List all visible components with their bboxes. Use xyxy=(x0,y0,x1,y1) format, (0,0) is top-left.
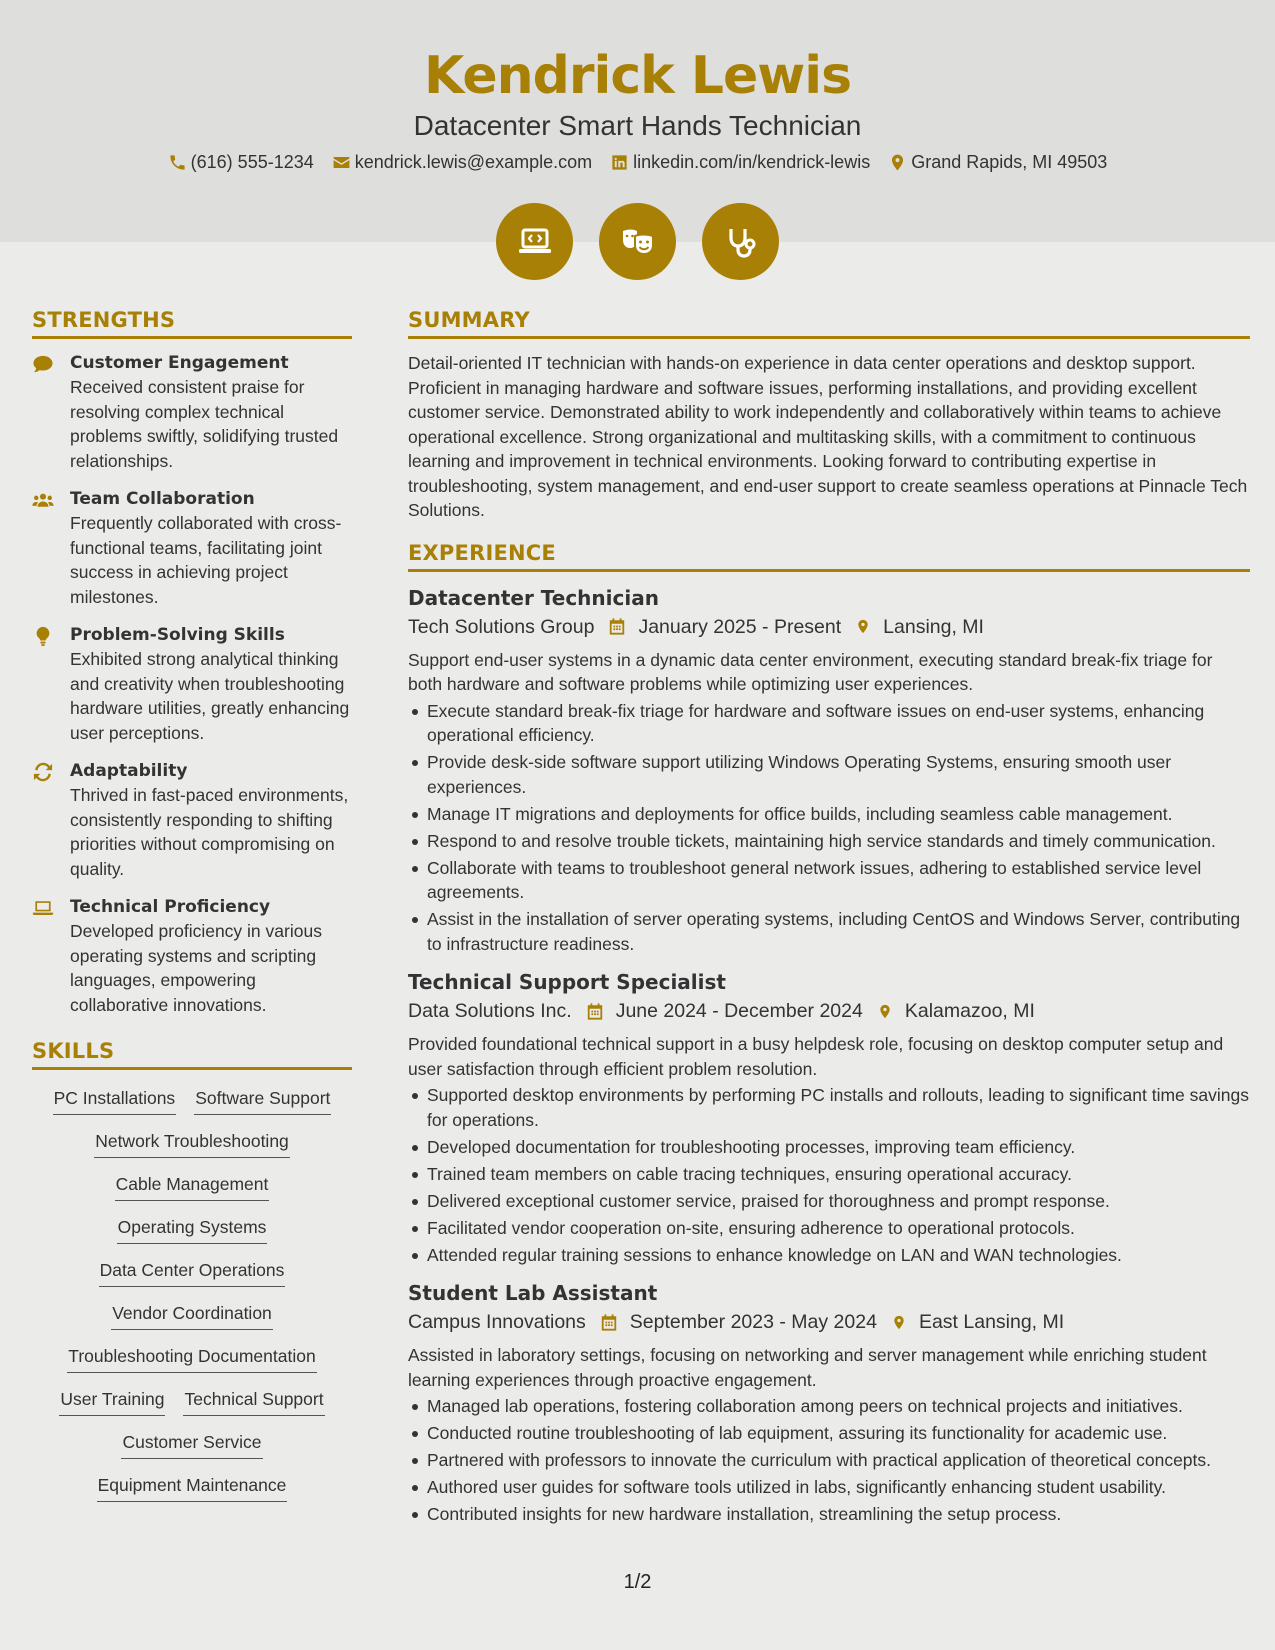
skill-tag: Cable Management xyxy=(115,1172,270,1201)
job-bullets xyxy=(408,699,1250,957)
experience-heading: EXPERIENCE xyxy=(408,541,1250,572)
contact-email[interactable] xyxy=(332,152,592,173)
job-bullet: Contributed insights for new hardware installation, streamlining the setup process. xyxy=(408,1502,1250,1527)
strength-name: Problem-Solving Skills xyxy=(70,625,285,645)
comment-icon xyxy=(32,354,54,374)
strength-desc: Thrived in fast-paced environments, consistently responding to shifting priorities without compromising on quality. xyxy=(70,785,349,879)
job-description: Assisted in laboratory settings, focusing on networking and server management while enriching student learning experiences through proactive engagement. xyxy=(408,1345,1207,1390)
job-description: Provided foundational technical support in a busy helpdesk role, focusing on desktop computer setup and user satisfaction through efficient problem resolution. xyxy=(408,1034,1224,1079)
strength-name: Technical Proficiency xyxy=(70,897,271,917)
contact-location xyxy=(888,152,1107,173)
skill-tag: Operating Systems xyxy=(117,1215,268,1244)
page-number: 1/2 xyxy=(623,1571,652,1593)
job-bullet: Trained team members on cable tracing techniques, ensuring operational accuracy. xyxy=(408,1162,1250,1187)
job-bullet: Partnered with professors to innovate the curriculum with practical application of theoretical concepts. xyxy=(408,1448,1250,1473)
skills-heading: SKILLS xyxy=(32,1039,352,1070)
candidate-name: Kendrick Lewis xyxy=(423,46,852,106)
strength-name: Adaptability xyxy=(70,761,188,781)
theater-masks-icon xyxy=(618,222,658,262)
job-company: Campus Innovations xyxy=(408,1311,586,1333)
left-column xyxy=(32,308,352,1502)
calendar-icon xyxy=(608,617,626,636)
job-meta xyxy=(408,1307,1250,1337)
users-icon xyxy=(32,490,54,510)
skill-tag: Software Support xyxy=(194,1086,331,1115)
right-column xyxy=(408,308,1250,1539)
skill-tag: Network Troubleshooting xyxy=(94,1129,290,1158)
job-company: Tech Solutions Group xyxy=(408,615,595,638)
job-dates: September 2023 - May 2024 xyxy=(629,1311,877,1333)
phone-text: (616) 555-1234 xyxy=(190,152,314,172)
skill-tag: PC Installations xyxy=(53,1086,177,1115)
contact-bar xyxy=(0,152,1275,173)
job-description: Support end-user systems in a dynamic data center environment, executing standard break-fix triage for both hardware and software problems while optimizing user experiences. xyxy=(408,649,1213,694)
map-pin-icon xyxy=(891,1313,907,1332)
job-role: Datacenter Technician xyxy=(408,585,659,610)
job-dates: January 2025 - Present xyxy=(638,615,842,638)
badge-theater-masks xyxy=(599,203,676,280)
job-role: Student Lab Assistant xyxy=(408,1281,658,1305)
job-location: Kalamazoo, MI xyxy=(904,1000,1035,1022)
linkedin-text: linkedin.com/in/kendrick-lewis xyxy=(633,152,871,172)
summary-heading: SUMMARY xyxy=(408,308,1250,339)
calendar-icon xyxy=(600,1313,618,1332)
candidate-title: Datacenter Smart Hands Technician xyxy=(413,110,862,141)
job-location: East Lansing, MI xyxy=(918,1311,1065,1333)
strength-desc: Developed proficiency in various operating systems and scripting languages, empowering collaborative innovations. xyxy=(70,921,322,1015)
job-bullets xyxy=(408,1083,1250,1267)
email-text: kendrick.lewis@example.com xyxy=(354,152,593,172)
skill-tag: Technical Support xyxy=(183,1387,324,1416)
laptop-code-icon xyxy=(515,222,555,262)
strength-desc: Frequently collaborated with cross-functional teams, facilitating joint success in achieving project milestones. xyxy=(70,513,342,607)
job-bullet: Managed lab operations, fostering collaboration among peers on technical projects and initiatives. xyxy=(408,1394,1250,1419)
skill-tag: User Training xyxy=(59,1387,165,1416)
lightbulb-icon xyxy=(32,626,54,646)
job-location: Lansing, MI xyxy=(883,615,984,638)
skill-tag: Data Center Operations xyxy=(99,1258,286,1287)
strength-name: Team Collaboration xyxy=(70,489,255,509)
skill-tag: Troubleshooting Documentation xyxy=(67,1344,316,1373)
map-pin-icon xyxy=(855,617,871,636)
sync-icon xyxy=(32,762,54,782)
job-dates: June 2024 - December 2024 xyxy=(615,1000,863,1022)
phone-icon xyxy=(168,153,187,172)
job-bullet: Provide desk-side software support utilizing Windows Operating Systems, ensuring smooth user experiences. xyxy=(408,750,1250,799)
strength-item xyxy=(32,759,352,881)
skill-tag: Vendor Coordination xyxy=(111,1301,273,1330)
job-bullets xyxy=(408,1394,1250,1527)
map-pin-icon xyxy=(877,1002,893,1021)
stethoscope-icon xyxy=(721,222,761,262)
skill-tag: Equipment Maintenance xyxy=(97,1473,288,1502)
job-bullet: Collaborate with teams to troubleshoot general network issues, adhering to established service level agreements. xyxy=(408,856,1250,905)
location-text: Grand Rapids, MI 49503 xyxy=(911,152,1108,172)
skill-tag: Customer Service xyxy=(121,1430,262,1459)
linkedin-icon xyxy=(610,153,629,172)
summary-text: Detail-oriented IT technician with hands-on experience in data center operations and desktop support. Proficient in managing hardware and software issues, performing installations, and providing excellent customer service. Demonstrated ability to work independently and collaboratively within teams to achieve operational excellence. Strong organizational and multitasking skills, with a commitment to continuous learning and improvement in technical environments. Looking forward to contributing expertise in troubleshooting, system management, and end-user support to create seamless operations at Pinnacle Tech Solutions. xyxy=(408,353,1248,520)
job-company: Data Solutions Inc. xyxy=(408,1000,572,1022)
contact-phone[interactable] xyxy=(168,152,314,173)
job-bullet: Attended regular training sessions to enhance knowledge on LAN and WAN technologies. xyxy=(408,1243,1250,1268)
contact-linkedin[interactable] xyxy=(610,152,870,173)
strength-item xyxy=(32,895,352,1017)
strength-item xyxy=(32,623,352,745)
job-bullet: Conducted routine troubleshooting of lab equipment, assuring its functionality for academic use. xyxy=(408,1421,1250,1446)
map-pin-icon xyxy=(888,153,907,172)
job-role: Technical Support Specialist xyxy=(408,970,726,994)
job-bullet: Respond to and resolve trouble tickets, maintaining high service standards and timely communication. xyxy=(408,829,1250,854)
job-bullet: Manage IT migrations and deployments for office builds, including seamless cable management. xyxy=(408,802,1250,827)
envelope-icon xyxy=(332,153,351,172)
job-bullet: Delivered exceptional customer service, praised for thoroughness and prompt response. xyxy=(408,1189,1250,1214)
badge-stethoscope xyxy=(702,203,779,280)
skills-list xyxy=(32,1082,352,1502)
job-entry xyxy=(408,584,1250,957)
job-entry xyxy=(408,968,1250,1267)
laptop-icon xyxy=(32,898,54,918)
job-bullet: Developed documentation for troubleshooting processes, improving team efficiency. xyxy=(408,1135,1250,1160)
strength-item xyxy=(32,351,352,473)
job-bullet: Execute standard break-fix triage for hardware and software issues on end-user systems, enhancing operational efficiency. xyxy=(408,699,1250,748)
strength-name: Customer Engagement xyxy=(70,353,289,373)
job-bullet: Assist in the installation of server operating systems, including CentOS and Windows Server, contributing to infrastructure readiness. xyxy=(408,907,1250,956)
job-entry xyxy=(408,1279,1250,1527)
job-bullet: Facilitated vendor cooperation on-site, ensuring adherence to operational protocols. xyxy=(408,1216,1250,1241)
job-bullet: Supported desktop environments by performing PC installs and rollouts, leading to significant time savings for operations. xyxy=(408,1083,1250,1132)
strength-desc: Exhibited strong analytical thinking and creativity when troubleshooting hardware utilities, greatly enhancing user perceptions. xyxy=(70,649,350,743)
strength-desc: Received consistent praise for resolving complex technical problems swiftly, solidifying trusted relationships. xyxy=(70,377,339,471)
strength-item xyxy=(32,487,352,609)
job-bullet: Authored user guides for software tools utilized in labs, significantly enhancing student usability. xyxy=(408,1475,1250,1500)
calendar-icon xyxy=(586,1002,604,1021)
job-meta xyxy=(408,996,1250,1026)
badge-laptop-code xyxy=(496,203,573,280)
job-meta xyxy=(408,612,1250,642)
strengths-heading: STRENGTHS xyxy=(32,308,352,339)
interest-badges xyxy=(0,203,1275,280)
